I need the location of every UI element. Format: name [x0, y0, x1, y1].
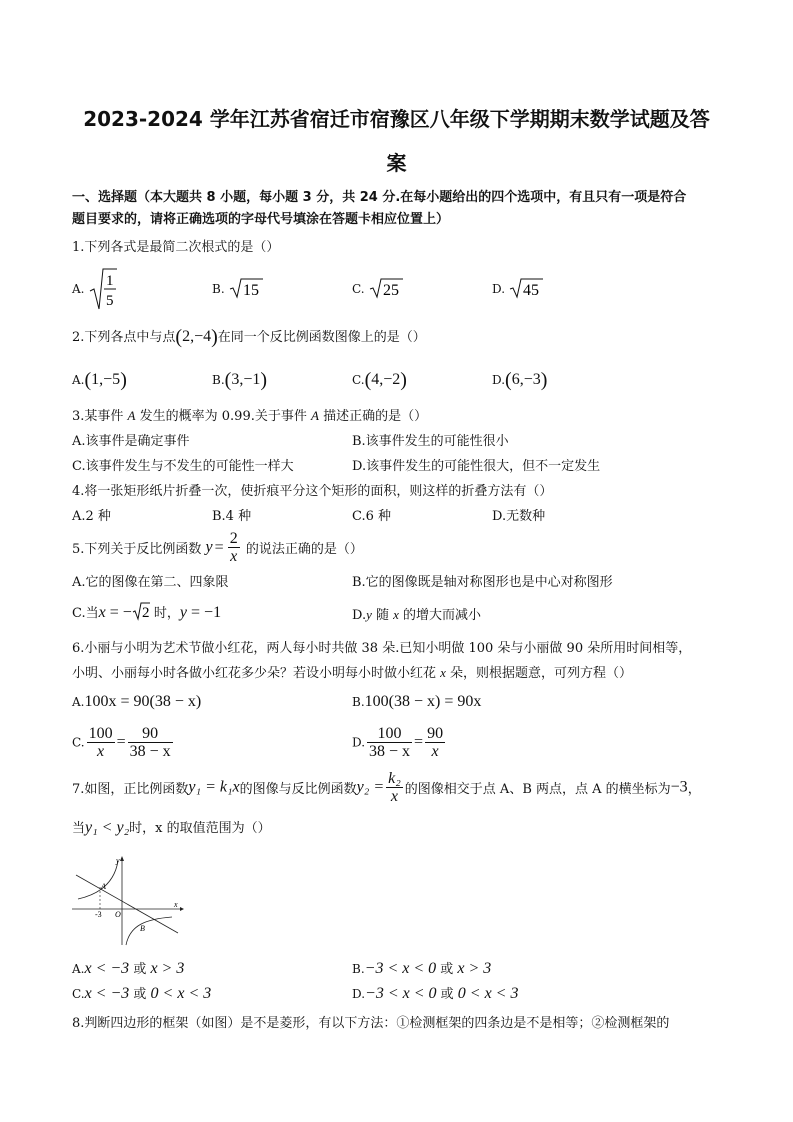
q3-option-b: B.该事件发生的可能性很小 [352, 434, 509, 449]
option-label: C. [352, 373, 365, 387]
q7-d-pre: −3 < x < 0 [365, 985, 437, 1002]
q2-option-a: A.(1,−5) [72, 369, 127, 391]
q5-num: 2 [229, 530, 238, 547]
q2-stem: 2.下列各点中与点(2,−4)在同一个反比例函数图像上的是（） [72, 326, 426, 348]
q6-d-frac1 [367, 725, 412, 760]
q3-var2: A [310, 408, 319, 423]
q7-option-d [352, 983, 518, 1003]
q1-a-numerator: 1 [105, 273, 114, 289]
point-a-label: A [101, 882, 106, 891]
q4-stem: 4.将一张矩形纸片折叠一次，使折痕平分这个矩形的面积，则这样的折叠方法有（） [72, 484, 553, 499]
q7-cond: y₁ < y₂ [85, 819, 130, 836]
q2-a-value: 1,−5 [91, 371, 121, 388]
q5-d-x: x [393, 607, 399, 622]
option-label: C. [72, 735, 85, 750]
q5-y: y [205, 538, 213, 556]
q4-option-a: A.2 种 [72, 509, 111, 524]
q7-f2-num: k₂ [388, 770, 401, 787]
q7-c-pre: x < −3 [84, 985, 130, 1002]
q7-f2-left: y₂ = [356, 778, 385, 796]
option-label: A. [72, 282, 85, 296]
q3-stem-pre: 3.某事件 [72, 409, 128, 424]
q3-option-d: D.该事件发生的可能性很大，但不一定发生 [352, 459, 601, 474]
q7-stem-val: −3 [670, 778, 688, 796]
q5-c-val: = −1 [187, 604, 222, 621]
q5-option-a: A.它的图像在第二、四象限 [72, 575, 229, 590]
q6-option-b [352, 693, 481, 711]
q2-c-value: 4,−2 [371, 371, 401, 388]
q5-stem [72, 530, 363, 565]
exam-title-line1: 2023-2024 学年江苏省宿迁市宿豫区八年级下学期期末数学试题及答 [83, 107, 710, 131]
q1-c-radicand: 25 [382, 282, 399, 299]
q1-option-a [72, 267, 117, 311]
q5-c-mid: 时， [149, 606, 180, 621]
q6-c-n2: 90 [128, 725, 173, 743]
q2-option-c: C.(4,−2) [352, 369, 407, 391]
q7-b-pre: −3 < x < 0 [364, 960, 437, 977]
q7-c-or: 或 [129, 987, 151, 1002]
q4-option-c: C.6 种 [352, 509, 392, 524]
q7-option-a [72, 958, 184, 978]
option-label: A. [72, 695, 85, 709]
q5-option-b: B.它的图像既是轴对称图形也是中心对称图形 [352, 575, 613, 590]
q7-option-b [352, 958, 491, 978]
q6-option-a [72, 693, 201, 711]
q3-stem [72, 405, 427, 424]
option-label: A. [72, 962, 85, 976]
hyperbola-right-branch [126, 917, 172, 945]
q2-d-value: 6,−3 [511, 371, 541, 388]
q5-stem-pre: 5.下列关于反比例函数 [72, 542, 202, 557]
q7-f2-frac [386, 770, 403, 805]
q6-option-c: C. $\frac{100}{x}$ = $\frac{90}{38 - x}$ [72, 725, 171, 760]
q5-fraction [228, 530, 240, 565]
q1-stem: 1.下列各式是最简二次根式的是（） [72, 240, 280, 255]
q2-stem-point: 2,−4 [182, 328, 212, 345]
option-label: D. [352, 987, 366, 1001]
q6-a-eq: 100x = 90(38 − x) [84, 693, 202, 710]
q4-option-d: D.无数种 [492, 509, 546, 524]
q5-stem-post: 的说法正确的是（） [245, 542, 363, 557]
q1-d-radicand: 45 [523, 282, 540, 299]
q6-stem-l2-x: x [440, 665, 446, 680]
option-label: B. [352, 962, 365, 976]
origin-label: O [115, 910, 121, 919]
q3-option-c: C.该事件发生与不发生的可能性一样大 [72, 459, 294, 474]
tick-label: -3 [95, 910, 102, 919]
q5-d-y: y [366, 607, 372, 622]
q6-d-d1: 38 − x [369, 743, 411, 760]
q1-option-d [492, 277, 543, 299]
sqrt-icon [229, 277, 263, 299]
q7-function-graph [70, 855, 185, 947]
q7-b-or: 或 [436, 962, 458, 977]
q6-stem-l2-pre: 小明、小丽每小时各做小红花多少朵？若设小明每小时做小红花 [72, 666, 441, 681]
q6-stem-line1: 6.小丽与小明为艺术节做小红花，两人每小时共做 38 朵.已知小明做 100 朵与小丽做 90 朵所用时间相等， [72, 641, 692, 656]
q5-option-d [352, 604, 481, 623]
y-axis-label: y [116, 856, 120, 865]
q7-stem-mid: 的图像与反比例函数 [239, 782, 357, 797]
option-label: D. [492, 282, 506, 296]
q1-option-c [352, 277, 403, 299]
q7-f1: y₁ = k₁x [188, 778, 240, 796]
q6-stem-l2-post: 朵，则根据题意，可列方程（） [445, 666, 633, 681]
q5-eq: = [214, 538, 224, 556]
q7-stem-line1 [72, 770, 701, 805]
sqrt-icon [132, 601, 150, 621]
x-axis [72, 907, 184, 911]
option-label: C. [72, 987, 85, 1001]
q7-f2-den: x [390, 788, 399, 805]
q2-option-b: B.(3,−1) [212, 369, 268, 391]
q5-option-c [72, 601, 221, 622]
q7-line2-post: 时，x 的取值范围为（） [129, 821, 271, 836]
q1-a-denominator: 5 [105, 293, 114, 309]
q2-stem-post: 在同一个反比例函数图像上的是（） [217, 330, 426, 345]
q6-d-n1: 100 [367, 725, 412, 743]
q6-b-eq: 100(38 − x) = 90x [364, 693, 482, 710]
q6-c-n1: 100 [88, 725, 113, 742]
q5-c-x: x [98, 604, 106, 621]
q5-c-eq: = − [105, 604, 132, 621]
q1-option-b [212, 277, 263, 299]
q4-option-b: B.4 种 [212, 509, 252, 524]
q7-line2-pre: 当 [72, 821, 86, 836]
q7-stem-pre: 7.如图，正比例函数 [72, 782, 189, 797]
q7-c-post: 0 < x < 3 [150, 985, 212, 1002]
sqrt-fraction-icon [89, 267, 117, 311]
option-label: D. [492, 373, 506, 387]
option-label: C. [352, 282, 365, 296]
q6-c-d2: 38 − x [129, 743, 171, 760]
q7-stem-post: 的图像相交于点 A、B 两点，点 A 的横坐标为 [404, 782, 671, 797]
q5-c-y: y [179, 604, 188, 621]
option-label: B. [212, 373, 225, 387]
q5-d-mid: 随 [371, 608, 394, 623]
q6-d-frac2 [425, 725, 445, 760]
q7-b-post: x > 3 [457, 960, 492, 977]
section-heading-line1: 一、选择题（本大题共 8 小题，每小题 3 分，共 24 分.在每小题给出的四个选项中，有且只有一项是符合 [72, 190, 687, 205]
option-label: D. [352, 735, 366, 750]
option-label: B. [352, 695, 365, 709]
x-axis-label: x [174, 900, 178, 909]
proportional-line [76, 875, 178, 933]
q5-c-pre: C.当 [72, 606, 99, 621]
q7-option-c [72, 983, 211, 1003]
q5-d-post: 的增大而减小 [398, 608, 482, 623]
section-heading-line2: 题目要求的，请将正确选项的字母代号填涂在答题卡相应位置上） [72, 212, 450, 227]
q5-c-radicand: 2 [141, 605, 150, 621]
q2-option-d: D.(6,−3) [492, 369, 548, 391]
q7-a-pre: x < −3 [84, 960, 130, 977]
sqrt-icon [369, 277, 403, 299]
q8-stem: 8.判断四边形的框架（如图）是不是菱形，有以下方法：①检测框架的四条边是不是相等；②检测框架的 [72, 1016, 670, 1031]
q7-a-or: 或 [129, 962, 151, 977]
q6-d-n2: 90 [427, 725, 444, 742]
q6-c-d1: x [97, 743, 105, 760]
q7-d-or: 或 [436, 987, 458, 1002]
q6-c-frac1 [87, 725, 115, 760]
option-label: A. [72, 373, 85, 387]
q1-b-radicand: 15 [242, 282, 259, 299]
q6-d-d2: x [431, 743, 439, 760]
exam-title-line2: 案 [386, 151, 407, 175]
q3-stem-mid: 发生的概率为 0.99.关于事件 [135, 409, 311, 424]
sqrt-icon [509, 277, 543, 299]
q6-stem-line2 [72, 662, 632, 681]
q3-var: A [127, 408, 136, 423]
q6-option-d: D. $\frac{100}{38 - x}$ = $\frac{90}{x}$ [352, 725, 444, 760]
q3-option-a: A.该事件是确定事件 [72, 434, 190, 449]
q5-den: x [230, 548, 238, 565]
point-b-label: B [140, 924, 145, 933]
q7-d-post: 0 < x < 3 [457, 985, 519, 1002]
q7-a-post: x > 3 [150, 960, 185, 977]
q3-stem-post: 描述正确的是（） [318, 409, 428, 424]
q2-stem-pre: 2.下列各点中与点 [72, 330, 176, 345]
q7-stem-end: ， [687, 782, 701, 797]
option-label: B. [212, 282, 225, 296]
q2-b-value: 3,−1 [231, 371, 261, 388]
q6-c-frac2 [128, 725, 173, 760]
q5-d-pre: D. [352, 608, 367, 623]
q7-stem-line2 [72, 817, 271, 837]
